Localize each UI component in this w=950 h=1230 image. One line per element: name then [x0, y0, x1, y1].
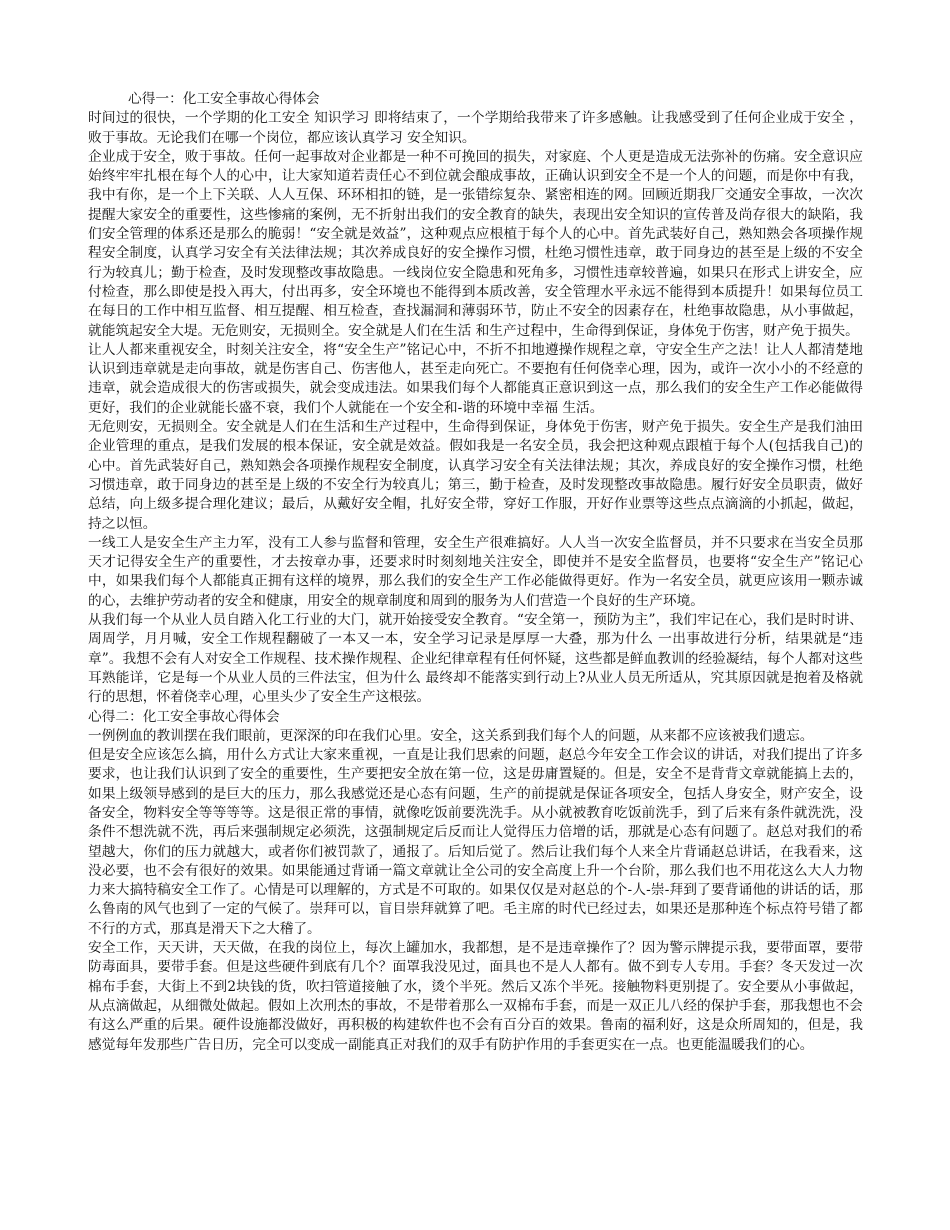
paragraph-8: 但是安全应该怎么搞，用什么方式让大家来重视，一直是让我们思索的问题，赵总今年安全工作会议的讲话，对我们提出了许多要求，也让我们认识到了安全的重要性，生产要把安全放在第一位，这是毋庸置疑的。但是，安全不是背背文章就能搞上去的，如果上级领导感到的是巨大的压力，那么我感觉还是心态有问题，生产的前提就是保证各项安全，包括人身安全，财产安全，设备安全，物料安全等等等等。这是很正常的事情，就像吃饭前要洗洗手。从小就被教育吃饭前洗手，到了后来有条件就洗洗，没条件不想洗就不洗，再后来强制规定必须洗，这强制规定后反而让人觉得压力倍增的话，那就是心态有问题了。赵总对我们的希望越大，你们的压力就越大，或者你们被罚款了，通报了。后知后觉了。然后让我们每个人来全片背诵赵总讲话，在我看来，这没必要，也不会有很好的效果。如果能通过背诵一篇文章就让全公司的安全高度上升一个台阶，那么我们也不用花这么大人力物力来大搞特稿安全工作了。心情是可以理解的，方式是不可取的。如果仅仅是对赵总的个-人-崇-拜到了要背诵他的讲话的话，那么鲁南的风气也到了一定的气候了。崇拜可以，盲目崇拜就算了吧。毛主席的时代已经过去，如果还是那种连个标点符号错了都不行的方式，那真是滑天下之大稽了。 — [88, 747, 863, 937]
document-body — [88, 90, 863, 1055]
section-title-2: 心得二：化工安全事故心得体会 — [88, 708, 280, 725]
section-title-1: 心得一：化工安全事故心得体会 — [128, 91, 320, 107]
paragraph-5: 一线工人是安全生产主力军，没有工人参与监督和管理，安全生产很难搞好。人人当一次安全监督员，并不只要求在当安全员那天才记得安全生产的重要性，才去按章办事，还要求时时刻刻地关注安全，即使并不是安全监督员，也要将“安全生产”铭记心中，如果我们每个人都能真正拥有这样的境界，那么我们的安全生产工作必能做得更好。作为一名安全员，就更应该用一颗赤诚的心，去维护劳动者的安全和健康，用安全的规章制度和周到的服务为人们营造一个良好的生产环境。 — [88, 534, 863, 609]
paragraph-2: 企业成于安全，败于事故。任何一起事故对企业都是一种不可挽回的损失，对家庭、个人更是造成无法弥补的伤痛。安全意识应始终牢牢扎根在每个人的心中，让大家知道若责任心不到位就会酿成事故，正确认识到安全不是一个人的问题，而是你中有我，我中有你，是一个上下关联、人人互保、环环相扣的链，是一张错综复杂、紧密相连的网。回顾近期我厂交通安全事故，一次次提醒大家安全的重要性，这些惨痛的案例，无不折射出我们的安全教育的缺失，表现出安全知识的宣传普及尚存很大的缺陷，我们安全管理的体系还是那么的脆弱！“安全就是效益”，这种观点应根植于每个人的心中。首先武装好自己，熟知熟会各项操作规程安全制度，认真学习安全有关法律法规；其次养成良好的安全操作习惯，杜绝习惯性违章，敢于同身边的甚至是上级的不安全行为较真儿；勤于检查，及时发现整改事故隐患。一线岗位安全隐患和死角多，习惯性违章较普遍，如果只在形式上讲安全，应付检查，那么即使是投入再大，付出再多，安全环境也不能得到本质改善，安全管理水平永远不能得到本质提升！如果每位员工在每日的工作中相互监督、相互提醒、相互检查，查找漏洞和薄弱环节，防止不安全的因素存在，杜绝事故隐患，从小事做起，就能筑起安全大堤。无危则安，无损则全。安全就是人们在生活 和生产过程中，生命得到保证，身体免于伤害，财产免于损失。 — [88, 148, 863, 339]
paragraph-6: 从我们每一个从业人员自踏入化工行业的大门，就开始接受安全教育。“安全第一，预防为主”，我们牢记在心，我们是时时讲、周周学，月月喊，安全工作规程翻破了一本又一本，安全学习记录是厚厚一大叠，那为什么 一出事故进行分析，结果就是“违章”。我想不会有人对安全工作规程、技术操作规程、企业纪律章程有任何怀疑，这些都是鲜血教训的经验凝结，每个人都对这些耳熟能详，它是每一个从业人员的三件法宝，但为什么 最终却不能落实到行动上?从业人员无所适从，究其原因就是抱着及格就行的思想，怀着侥幸心理，心里头少了安全生产这根弦。 — [88, 612, 863, 706]
paragraph-3: 让人人都来重视安全，时刻关注安全，将“安全生产”铭记心中，不折不扣地遵操作规程之章，守安全生产之法！让人人都清楚地认识到违章就是走向事故，就是伤害自己、伤害他人，甚至走向死亡。不要抱有任何侥幸心理，因为，或许一次小小的不经意的违章，就会造成很大的伤害或损失，就会变成违法。如果我们每个人都能真正意识到这一点，那么我们的安全生产工作必能做得更好，我们的企业就能长盛不衰，我们个人就能在一个安全和-谐的环境中幸福 生活。 — [88, 341, 863, 416]
paragraph-1: 时间过的很快，一个学期的化工安全 知识学习 即将结束了，一个学期给我带来了许多感触。让我感受到了任何企业成于安全 ，败于事故。无论我们在哪一个岗位，都应该认真学习 安全知识。 — [88, 110, 863, 146]
paragraph-4: 无危则安，无损则全。安全就是人们在生活和生产过程中，生命得到保证，身体免于伤害，财产免于损失。安全生产是我们油田企业管理的重点，是我们发展的根本保证，安全就是效益。假如我是一名安全员，我会把这种观点跟植于每个人(包括我自己)的心中。首先武装好自己，熟知熟会各项操作规程安全制度，认真学习安全有关法律法规；其次，养成良好的安全操作习惯，杜绝习惯违章，敢于同身边的甚至是上级的不安全行为较真儿；第三，勤于检查，及时发现整改事故隐患。履行好安全员职责，做好总结，向上级多提合理化建议；最后，从戴好安全帽，扎好安全带，穿好工作服，开好作业票等这些点点滴滴的小抓起，做起，持之以恒。 — [88, 419, 863, 532]
paragraph-9: 安全工作，天天讲，天天做，在我的岗位上，每次上罐加水，我都想，是不是违章操作了？因为警示牌提示我，要带面罩，要带防毒面具，要带手套。但是这些硬件到底有几个？面罩我没见过，面具也不是人人都有。做不到专人专用。手套？冬天发过一次棉布手套，大街上不到2块钱的货，吹扫管道接触了水，烫个半死。然后又冻个半死。接触物料更别提了。安全要从小事做起，从点滴做起，从细微处做起。假如上次刑杰的事故，不是带着那么一双棉布手套，而是一双正儿八经的保护手套，那我想也不会有这么严重的后果。硬件设施都没做好，再积极的构建软件也不会有百分百的效果。鲁南的福利好，这是众所周知的，但是，我感觉每年发那些广告日历，完全可以变成一副能真正对我们的双手有防护作用的手套更实在一点。也更能温暖我们的心。 — [88, 940, 863, 1053]
paragraph-7: 一例例血的教训摆在我们眼前，更深深的印在我们心里。安全，这关系到我们每个人的问题，从来都不应该被我们遗忘。 — [88, 727, 814, 744]
